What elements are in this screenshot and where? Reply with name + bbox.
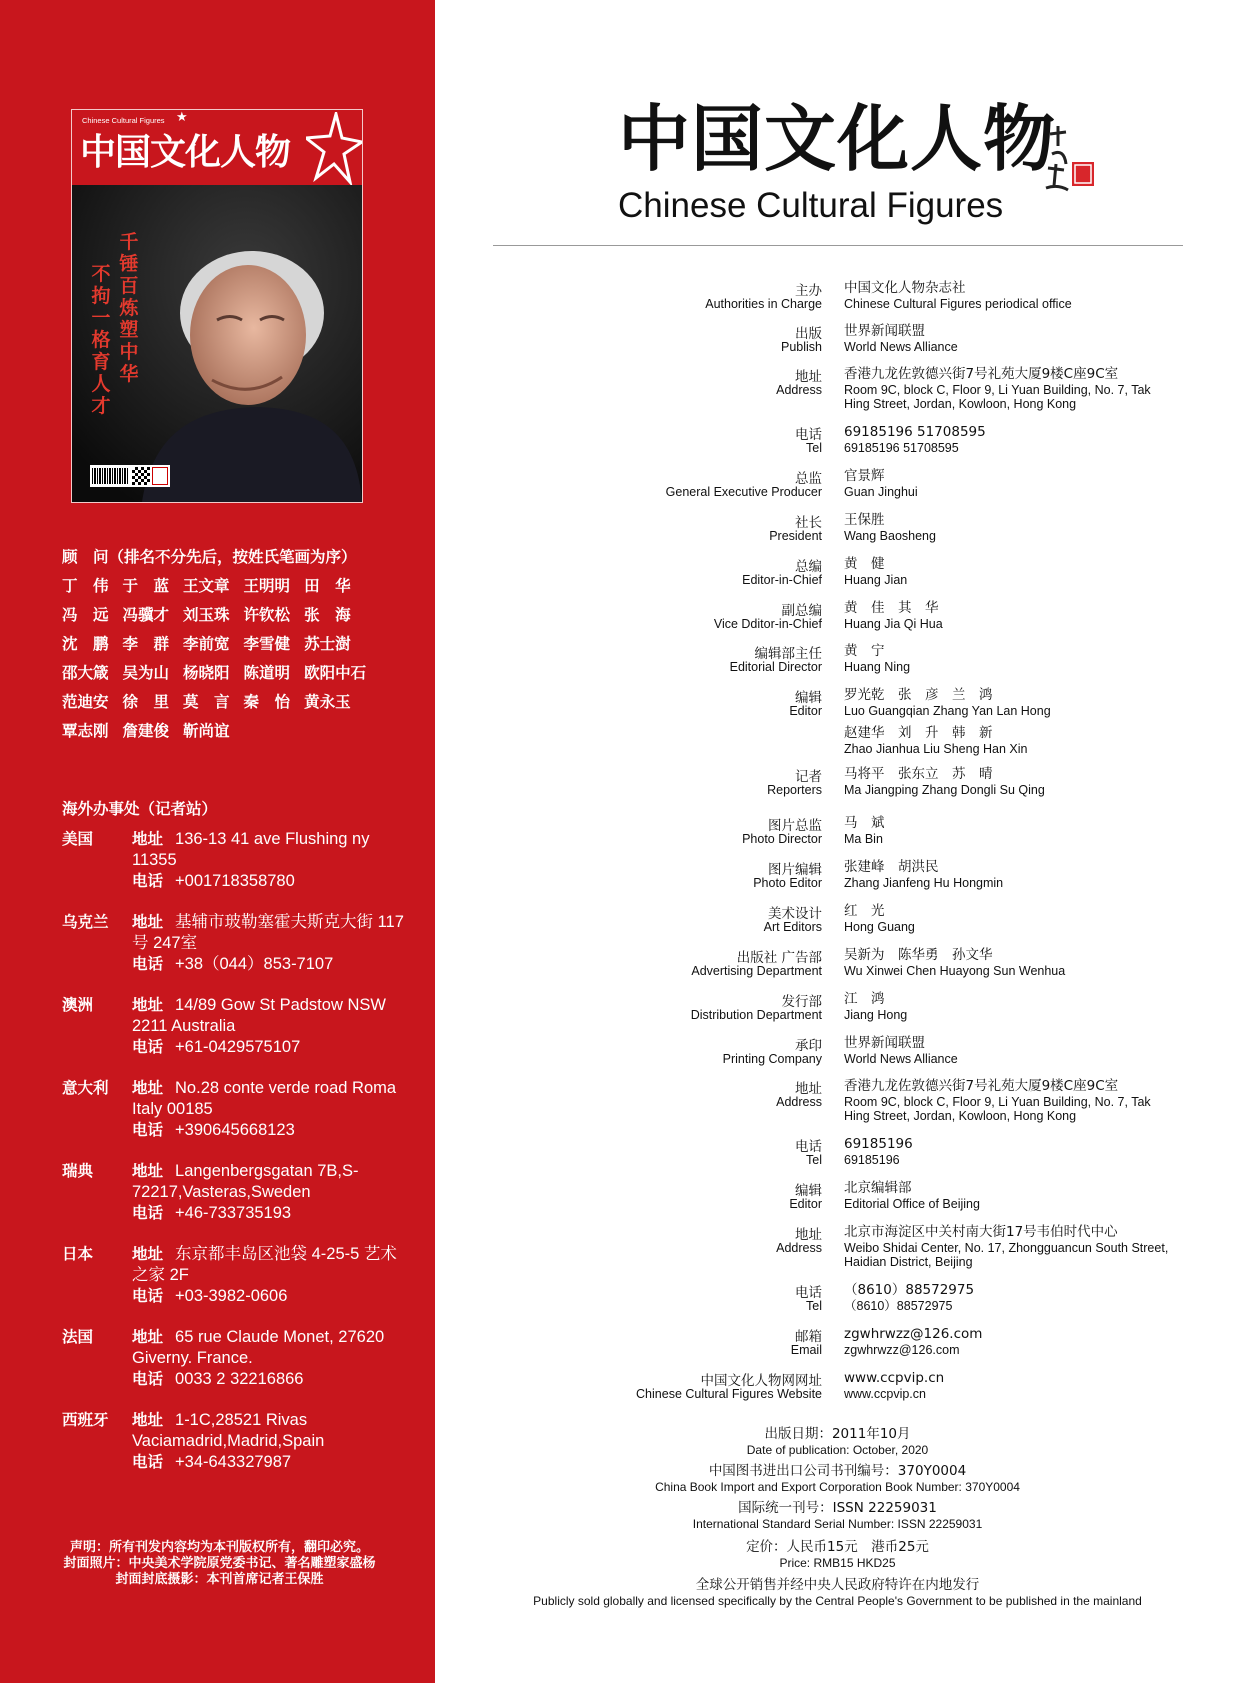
phone-label: 电话	[132, 1204, 164, 1222]
advisors-heading: 顾 问（排名不分先后，按姓氏笔画为序）	[62, 548, 357, 566]
staff-label-cn: 电话	[795, 1139, 822, 1155]
staff-value	[844, 1325, 1174, 1357]
staff-label-cn: 总编	[795, 559, 822, 575]
office-country: 美国	[62, 830, 94, 848]
staff-label-en: Chinese Cultural Figures Website	[636, 1387, 822, 1401]
publication-info-cn: 定价：人民币15元 港币25元	[746, 1539, 929, 1555]
staff-label-en: Art Editors	[763, 920, 822, 934]
office-address-value: 14/89 Gow St Padstow NSW 2211 Australia	[132, 996, 386, 1035]
office-address	[132, 1078, 407, 1120]
staff-value	[844, 423, 1174, 455]
staff-label-cn: 美术设计	[768, 906, 822, 922]
office-address	[132, 829, 407, 871]
advisors-row	[62, 719, 244, 741]
address-label: 地址	[132, 1328, 164, 1346]
masthead-title-cn: 中国文化人物	[618, 96, 1057, 181]
staff-value	[844, 599, 1174, 631]
staff-value-en: Guan Jinghui	[844, 485, 918, 499]
staff-value-cn: 罗光乾 张 彦 兰 鸿	[844, 687, 993, 703]
office-address	[132, 1327, 407, 1369]
office-address	[132, 995, 407, 1037]
staff-label-en: Tel	[806, 1299, 822, 1313]
staff-value	[844, 814, 1174, 846]
office-address	[132, 912, 407, 954]
advisor-name: 范迪安	[62, 693, 109, 711]
phone-label: 电话	[132, 1038, 164, 1056]
publication-info-cn: 全球公开销售并经中央人民政府特许在内地发行	[695, 1577, 980, 1593]
staff-value-en: Huang Ning	[844, 660, 911, 674]
staff-label-cn: 副总编	[781, 603, 822, 619]
advisors-row	[62, 603, 365, 625]
staff-value-cn: 赵建华 刘 升 韩 新	[844, 725, 993, 741]
staff-value	[844, 765, 1174, 797]
advisor-name: 于 蓝	[122, 577, 170, 595]
staff-value-en: Huang Jia Qi Hua	[844, 617, 943, 631]
staff-label-cn: 出版	[795, 326, 822, 342]
office-details	[132, 829, 407, 892]
office-details	[132, 995, 407, 1058]
staff-label-en: Address	[776, 1095, 822, 1109]
declaration-line: 声明：所有刊发内容均为本刊版权所有，翻印必究。	[69, 1540, 369, 1555]
staff-value-en: Huang Jian	[844, 573, 908, 587]
staff-label-cn: 记者	[795, 769, 822, 785]
staff-value-en: Weibo Shidai Center, No. 17, Zhongguancun South Street, Haidian District, Beijing	[844, 1241, 1169, 1269]
staff-value	[844, 279, 1174, 311]
staff-value-cn: www.ccpvip.cn	[844, 1370, 945, 1386]
phone-label: 电话	[132, 1287, 164, 1305]
advisor-name: 欧阳中石	[304, 664, 367, 682]
advisor-name: 沈 鹏	[62, 635, 109, 653]
office-address-value: 东京都丰岛区池袋 4-25-5 艺术之家 2F	[132, 1245, 397, 1284]
address-label: 地址	[132, 996, 164, 1014]
qr-code-icon	[152, 467, 168, 485]
staff-value	[844, 1223, 1174, 1269]
staff-label-en: Editorial Director	[729, 660, 822, 674]
office-phone	[132, 1203, 407, 1224]
office-details	[132, 1161, 407, 1224]
staff-label-cn: 编辑部主任	[754, 646, 822, 662]
staff-value	[844, 858, 1174, 890]
office-phone	[132, 1452, 407, 1473]
staff-label-en: Tel	[806, 441, 822, 455]
staff-value-en: （8610）88572975	[844, 1299, 953, 1313]
advisor-name: 李雪健	[243, 635, 291, 653]
office-details	[132, 1327, 407, 1390]
staff-label-cn: 地址	[795, 1227, 822, 1243]
staff-label-en: Address	[776, 383, 822, 397]
staff-label	[522, 765, 822, 805]
staff-value	[844, 1281, 1174, 1313]
staff-label-en: Publish	[781, 340, 822, 354]
advisor-name: 丁 伟	[62, 577, 109, 595]
advisor-name: 刘玉珠	[183, 606, 230, 624]
overseas-heading: 海外办事处（记者站）	[62, 800, 218, 818]
staff-value-cn: 北京编辑部	[844, 1180, 912, 1196]
office-address	[132, 1410, 407, 1452]
publication-info-en: China Book Import and Export Corporation Book Number: 370Y0004	[655, 1480, 1020, 1494]
publication-info-en: International Standard Serial Number: ISSN 22259031	[692, 1517, 983, 1531]
staff-label-en: Advertising Department	[691, 964, 822, 978]
staff-label-en: General Executive Producer	[665, 485, 822, 499]
office-address-value: 基辅市玻勒塞霍夫斯克大街 117号 247室	[132, 913, 404, 952]
cover-headline-1: 千锤百炼塑中华	[119, 231, 139, 385]
office-details	[132, 1078, 407, 1141]
staff-value-cn: 世界新闻联盟	[844, 1035, 925, 1051]
office-country: 日本	[62, 1245, 94, 1263]
staff-value-cn: 马 斌	[844, 815, 885, 831]
staff-label-cn: 总监	[795, 471, 822, 487]
office-address	[132, 1244, 407, 1286]
staff-label	[522, 814, 822, 854]
office-phone-value: +03-3982-0606	[175, 1287, 288, 1305]
staff-value-en: Zhao Jianhua Liu Sheng Han Xin	[844, 742, 1028, 756]
staff-value-cn: 王保胜	[844, 512, 885, 528]
publication-info-item	[505, 1539, 1170, 1570]
publication-info-en: Date of publication: October, 2020	[746, 1443, 929, 1457]
advisor-name: 许钦松	[243, 606, 291, 624]
staff-label-cn: 图片编辑	[768, 862, 822, 878]
staff-value-en: World News Alliance	[844, 340, 958, 354]
staff-value-cn: 张建峰 胡洪民	[844, 859, 939, 875]
staff-label-cn: 中国文化人物网网址	[700, 1373, 822, 1389]
declaration	[22, 1540, 417, 1588]
office-phone-value: +46-733735193	[175, 1204, 292, 1222]
staff-label-en: Printing Company	[722, 1052, 822, 1066]
cover-portrait	[72, 185, 362, 502]
staff-value-cn: 香港九龙佐敦德兴街7号礼苑大厦9楼C座9C室	[844, 366, 1119, 382]
staff-value-cn: 黄 健	[844, 556, 885, 572]
office-phone-value: +390645668123	[175, 1121, 295, 1139]
staff-label	[522, 555, 822, 595]
office-phone	[132, 871, 407, 892]
staff-label	[522, 599, 822, 639]
advisor-name: 徐 里	[122, 693, 170, 711]
office-country: 乌克兰	[62, 913, 109, 931]
staff-value	[844, 902, 1174, 934]
office-address-value: No.28 conte verde road Roma Italy 00185	[132, 1079, 397, 1118]
staff-label-cn: 主办	[795, 283, 822, 299]
office-address-value: Langenbergsgatan 7B,S-72217,Vasteras,Sweden	[132, 1162, 359, 1201]
staff-label-cn: 邮箱	[795, 1329, 822, 1345]
masthead-title-en: Chinese Cultural Figures	[618, 186, 1004, 225]
publication-info-en: Price: RMB15 HKD25	[779, 1556, 896, 1570]
staff-label-en: Authorities in Charge	[705, 297, 822, 311]
staff-value-en: 69185196	[844, 1153, 900, 1167]
advisor-name: 覃志刚	[62, 722, 109, 740]
staff-label	[522, 423, 822, 463]
staff-label-cn: 社长	[795, 515, 822, 531]
staff-value	[844, 642, 1174, 674]
staff-label-cn: 承印	[795, 1038, 822, 1054]
staff-value-cn: 69185196	[844, 1136, 913, 1152]
publication-info-en: Publicly sold globally and licensed specifically by the Central People's Government to be published in the mainland	[533, 1594, 1142, 1608]
publication-info-cn: 中国图书进出口公司书刊编号：370Y0004	[708, 1463, 967, 1479]
publication-info-cn: 国际统一刊号：ISSN 22259031	[738, 1500, 937, 1516]
staff-label	[522, 1135, 822, 1175]
staff-value-en: Hong Guang	[844, 920, 915, 934]
advisors-row	[62, 690, 365, 712]
staff-value-cn: 官景辉	[844, 468, 885, 484]
staff-label-en: Editor-in-Chief	[742, 573, 822, 587]
advisor-name: 邵大箴	[62, 664, 109, 682]
staff-value	[844, 1179, 1174, 1211]
cover-title: 中国文化人物	[80, 131, 291, 173]
staff-value-cn: 香港九龙佐敦德兴街7号礼苑大厦9楼C座9C室	[844, 1078, 1119, 1094]
staff-label	[522, 946, 822, 986]
office-country: 澳洲	[62, 996, 94, 1014]
cover-small-star-icon: ★	[176, 110, 188, 125]
advisor-name: 田 华	[304, 577, 351, 595]
cover-codes	[90, 465, 170, 487]
staff-value-en: Ma Jiangping Zhang Dongli Su Qing	[844, 783, 1045, 797]
staff-value-en: Wu Xinwei Chen Huayong Sun Wenhua	[844, 964, 1066, 978]
advisors-row	[62, 632, 365, 654]
staff-label	[522, 990, 822, 1030]
staff-label-en: Address	[776, 1241, 822, 1255]
left-sidebar	[0, 0, 435, 1683]
publication-info-item	[505, 1426, 1170, 1457]
advisor-name: 张 海	[304, 606, 351, 624]
staff-value-en: World News Alliance	[844, 1052, 958, 1066]
office-address-value: 65 rue Claude Monet, 27620 Giverny. France.	[132, 1328, 385, 1367]
office-phone-value: +001718358780	[175, 872, 295, 890]
staff-value-en: Jiang Hong	[844, 1008, 908, 1022]
staff-value	[844, 555, 1174, 587]
staff-label	[522, 279, 822, 319]
phone-label: 电话	[132, 955, 164, 973]
office-phone	[132, 1120, 407, 1141]
staff-label-cn: 地址	[795, 369, 822, 385]
staff-value-cn: 69185196 51708595	[844, 424, 986, 440]
staff-label-cn: 电话	[795, 427, 822, 443]
phone-label: 电话	[132, 872, 164, 890]
office-phone	[132, 954, 407, 975]
address-label: 地址	[132, 830, 164, 848]
staff-label-cn: 出版社 广告部	[736, 950, 822, 966]
advisor-name: 李 群	[122, 635, 170, 653]
declaration-line: 封面照片：中央美术学院原党委书记、著名雕塑家盛杨	[63, 1556, 376, 1571]
staff-label	[522, 1077, 822, 1117]
staff-value	[844, 686, 1174, 756]
staff-value-cn: 北京市海淀区中关村南大街17号韦伯时代中心	[844, 1224, 1118, 1240]
cover-star-icon	[306, 112, 362, 188]
phone-label: 电话	[132, 1453, 164, 1471]
staff-value	[844, 322, 1174, 354]
office-phone-value: +61-0429575107	[175, 1038, 301, 1056]
address-label: 地址	[132, 1245, 164, 1263]
staff-label	[522, 467, 822, 507]
address-label: 地址	[132, 913, 164, 931]
office-phone	[132, 1037, 407, 1058]
staff-label-cn: 地址	[795, 1081, 822, 1097]
cover-en-label: Chinese Cultural Figures	[82, 116, 165, 125]
cover-thumbnail	[71, 109, 363, 503]
staff-label	[522, 1223, 822, 1263]
advisor-name: 杨晓阳	[183, 664, 230, 682]
staff-label	[522, 858, 822, 898]
office-phone	[132, 1369, 407, 1390]
advisor-name: 苏士澍	[304, 635, 351, 653]
staff-label-cn: 编辑	[795, 690, 822, 706]
staff-label-en: Tel	[806, 1153, 822, 1167]
staff-value-en: zgwhrwzz@126.com	[844, 1343, 960, 1357]
advisor-name: 王明明	[243, 577, 291, 595]
office-phone-value: +38（044）853-7107	[175, 955, 334, 973]
staff-label	[522, 1325, 822, 1365]
advisor-name: 靳尚谊	[183, 722, 230, 740]
advisor-name: 詹建俊	[122, 722, 170, 740]
office-phone-value: +34-643327987	[175, 1453, 292, 1471]
phone-label: 电话	[132, 1121, 164, 1139]
staff-label	[522, 1034, 822, 1074]
advisor-name: 冯骥才	[122, 606, 170, 624]
office-details	[132, 1244, 407, 1307]
staff-value-en: Room 9C, block C, Floor 9, Li Yuan Building, No. 7, Tak Hing Street, Jordan, Kowloon, Hong Kong	[844, 383, 1151, 411]
staff-value	[844, 1369, 1174, 1401]
staff-value-en: Zhang Jianfeng Hu Hongmin	[844, 876, 1004, 890]
staff-value-en: www.ccpvip.cn	[844, 1387, 926, 1401]
staff-value-en: 69185196 51708595	[844, 441, 959, 455]
staff-value	[844, 1034, 1174, 1066]
staff-value-cn: 江 鸿	[844, 991, 885, 1007]
office-address-value: 136-13 41 ave Flushing ny 11355	[132, 830, 370, 869]
staff-value	[844, 1135, 1174, 1167]
address-label: 地址	[132, 1411, 164, 1429]
staff-label	[522, 1369, 822, 1409]
staff-label-en: Reporters	[767, 783, 822, 797]
staff-label-en: Email	[790, 1343, 822, 1357]
phone-label: 电话	[132, 1370, 164, 1388]
office-country: 意大利	[62, 1079, 109, 1097]
calligrapher-seal-icon	[1044, 124, 1098, 196]
office-details	[132, 912, 407, 975]
staff-value	[844, 946, 1174, 978]
staff-value-cn: 世界新闻联盟	[844, 323, 925, 339]
advisor-name: 秦 怡	[243, 693, 291, 711]
advisor-name: 黄永玉	[304, 693, 351, 711]
address-label: 地址	[132, 1162, 164, 1180]
publication-info-item	[505, 1463, 1170, 1494]
office-phone-value: 0033 2 32216866	[175, 1370, 304, 1388]
staff-label-en: President	[769, 529, 822, 543]
advisor-name: 李前宽	[183, 635, 230, 653]
staff-value-en: Editorial Office of Beijing	[844, 1197, 980, 1211]
staff-value	[844, 365, 1174, 411]
staff-label	[522, 1179, 822, 1219]
staff-value-cn: 吴新为 陈华勇 孙文华	[844, 947, 993, 963]
staff-value-cn: （8610）88572975	[844, 1282, 975, 1298]
staff-value-cn: 马将平 张东立 苏 晴	[844, 766, 993, 782]
staff-label	[522, 365, 822, 405]
staff-value-en: Wang Baosheng	[844, 529, 936, 543]
header-divider	[493, 245, 1183, 246]
barcode-icon	[92, 468, 128, 484]
staff-value-en: Chinese Cultural Figures periodical office	[844, 297, 1072, 311]
office-country: 西班牙	[62, 1411, 109, 1429]
office-address	[132, 1161, 407, 1203]
staff-label	[522, 686, 822, 726]
staff-label	[522, 511, 822, 551]
declaration-line: 封面封底摄影：本刊首席记者王保胜	[115, 1572, 324, 1587]
staff-value	[844, 467, 1174, 499]
publication-info-cn: 出版日期：2011年10月	[764, 1426, 911, 1442]
staff-label-en: Photo Director	[742, 832, 822, 846]
qr-code-icon	[132, 467, 150, 485]
staff-value	[844, 511, 1174, 543]
publication-info-item	[505, 1500, 1170, 1531]
staff-label-en: Distribution Department	[690, 1008, 822, 1022]
staff-value-cn: zgwhrwzz@126.com	[844, 1326, 983, 1342]
staff-label	[522, 902, 822, 942]
staff-value	[844, 990, 1174, 1022]
cover-headline-2: 不拘一格育人才	[91, 263, 111, 417]
advisor-name: 吴为山	[122, 664, 170, 682]
advisor-name: 冯 远	[62, 606, 109, 624]
staff-label-en: Editor	[789, 704, 822, 718]
office-details	[132, 1410, 407, 1473]
advisor-name: 莫 言	[183, 693, 230, 711]
staff-value-cn: 中国文化人物杂志社	[844, 280, 966, 296]
staff-value-cn: 红 光	[844, 903, 885, 919]
staff-label	[522, 642, 822, 682]
staff-value-en: Luo Guangqian Zhang Yan Lan Hong	[844, 704, 1051, 718]
staff-label-en: Vice Dditor-in-Chief	[713, 617, 822, 631]
staff-value-cn: 黄 宁	[844, 643, 885, 659]
office-phone	[132, 1286, 407, 1307]
address-label: 地址	[132, 1079, 164, 1097]
staff-label	[522, 322, 822, 362]
staff-value	[844, 1077, 1174, 1123]
publication-info-item	[505, 1577, 1170, 1608]
staff-label-en: Editor	[789, 1197, 822, 1211]
office-country: 瑞典	[62, 1162, 94, 1180]
office-country: 法国	[62, 1328, 94, 1346]
advisors-row	[62, 661, 380, 683]
staff-label	[522, 1281, 822, 1321]
office-address-value: 1-1C,28521 Rivas Vaciamadrid,Madrid,Spain	[132, 1411, 325, 1450]
staff-label-cn: 编辑	[795, 1183, 822, 1199]
staff-value-cn: 黄 佳 其 华	[844, 600, 939, 616]
staff-label-cn: 发行部	[781, 994, 822, 1010]
advisor-name: 陈道明	[243, 664, 291, 682]
staff-label-cn: 电话	[795, 1285, 822, 1301]
staff-label-en: Photo Editor	[753, 876, 822, 890]
advisor-name: 王文章	[183, 577, 230, 595]
staff-value-en: Ma Bin	[844, 832, 883, 846]
advisors-row	[62, 574, 365, 596]
staff-label-cn: 图片总监	[768, 818, 822, 834]
staff-value-en: Room 9C, block C, Floor 9, Li Yuan Building, No. 7, Tak Hing Street, Jordan, Kowloon, Hong Kong	[844, 1095, 1151, 1123]
